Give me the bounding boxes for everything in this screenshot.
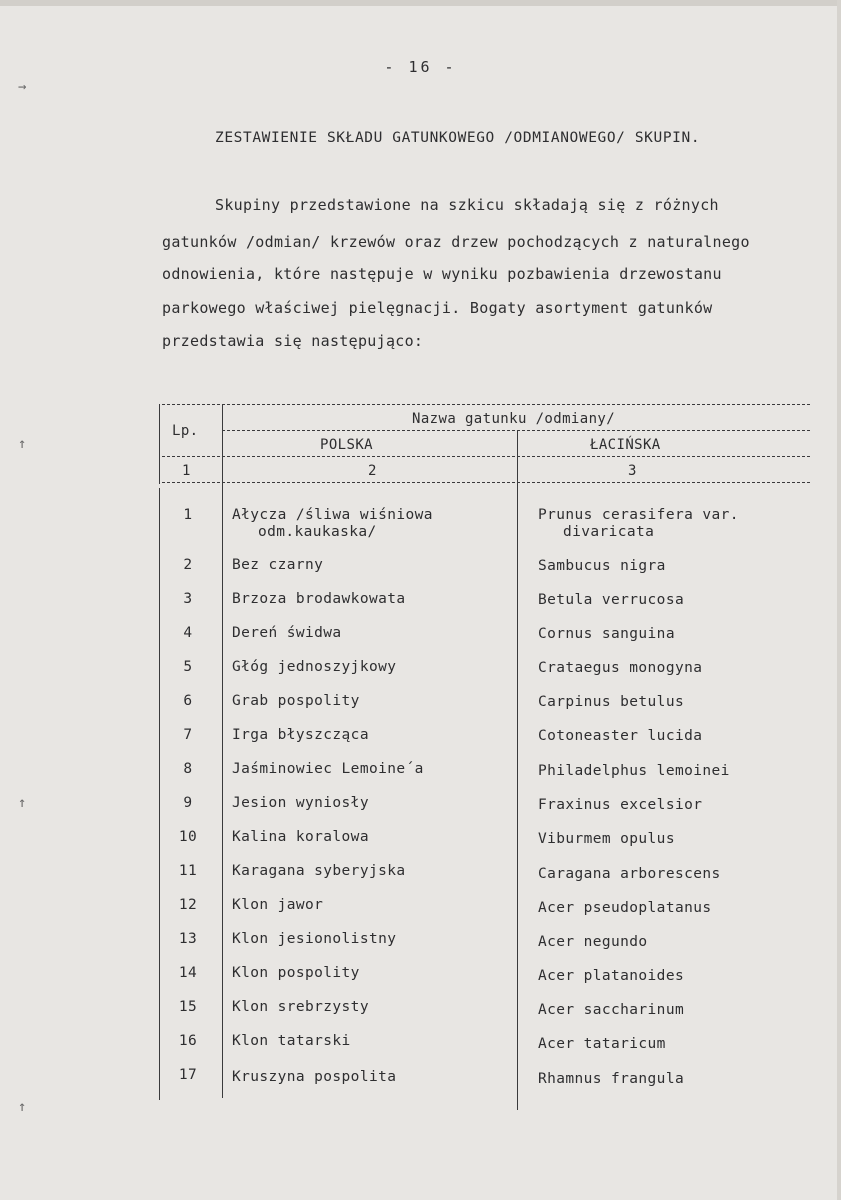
- paragraph-line: gatunków /odmian/ krzewów oraz drzew pochodzących z naturalnego: [162, 233, 750, 251]
- row-latin-name: Fraxinus excelsior: [538, 797, 703, 813]
- row-latin-name: Philadelphus lemoinei: [538, 763, 730, 779]
- row-lp: 14: [178, 965, 198, 981]
- table-rule: [162, 482, 810, 483]
- column-number: 2: [368, 463, 377, 479]
- row-latin-name: Viburmem opulus: [538, 831, 675, 847]
- row-polish-name: Bez czarny: [232, 557, 324, 573]
- row-lp: 10: [178, 829, 198, 845]
- document-title: ZESTAWIENIE SKŁADU GATUNKOWEGO /ODMIANOWEGO/ SKUPIN.: [215, 130, 701, 146]
- row-polish-name: Kruszyna pospolita: [232, 1069, 397, 1085]
- row-lp: 7: [183, 727, 193, 743]
- page-top-edge: [0, 0, 841, 6]
- header-latin: ŁACIŃSKA: [590, 437, 661, 453]
- column-number: 1: [182, 463, 191, 479]
- row-latin-name: Acer negundo: [538, 934, 648, 950]
- table-rule: [162, 404, 810, 405]
- table-rule: [222, 430, 810, 431]
- paragraph-line: Skupiny przedstawione na szkicu składają się z różnych: [215, 196, 719, 214]
- row-polish-name: Jesion wyniosły: [232, 795, 369, 811]
- row-lp: 3: [183, 591, 193, 607]
- row-polish-name: Jaśminowiec Lemoine´a: [232, 761, 424, 777]
- paragraph-line: odnowienia, które następuje w wyniku pozbawienia drzewostanu: [162, 265, 722, 283]
- page-number: - 16 -: [384, 58, 457, 76]
- row-latin-name: Betula verrucosa: [538, 592, 685, 608]
- row-lp: 12: [178, 897, 198, 913]
- row-lp: 9: [183, 795, 193, 811]
- row-polish-name: Klon srebrzysty: [232, 999, 369, 1015]
- table-column-divider: [517, 430, 518, 1110]
- row-polish-name: Ałycza /śliwa wiśniowa: [232, 507, 433, 523]
- row-lp: 4: [183, 625, 193, 641]
- binder-hole-mark-icon: →: [18, 79, 27, 95]
- row-latin-name: Acer platanoides: [538, 968, 685, 984]
- binder-hole-mark-icon: ↑: [18, 795, 27, 811]
- row-lp: 11: [178, 863, 198, 879]
- paragraph-line: przedstawia się następująco:: [162, 332, 424, 350]
- row-lp: 1: [183, 507, 193, 523]
- row-polish-name: Głóg jednoszyjkowy: [232, 659, 397, 675]
- row-latin-name: Sambucus nigra: [538, 558, 666, 574]
- row-lp: 6: [183, 693, 193, 709]
- paragraph-line: parkowego właściwej pielęgnacji. Bogaty asortyment gatunków: [162, 299, 713, 317]
- row-polish-name-cont: odm.kaukaska/: [258, 524, 377, 540]
- row-lp: 5: [183, 659, 193, 675]
- header-lp: Lp.: [172, 423, 199, 439]
- row-polish-name: Klon pospolity: [232, 965, 360, 981]
- row-polish-name: Irga błyszcząca: [232, 727, 369, 743]
- header-polish: POLSKA: [320, 437, 373, 453]
- table-left-border: [159, 488, 160, 1100]
- table-left-border: [159, 404, 160, 484]
- row-latin-name: Acer pseudoplatanus: [538, 900, 712, 916]
- row-polish-name: Dereń świdwa: [232, 625, 342, 641]
- row-lp: 16: [178, 1033, 198, 1049]
- row-polish-name: Klon jesionolistny: [232, 931, 397, 947]
- table-rule: [162, 456, 810, 457]
- row-polish-name: Grab pospolity: [232, 693, 360, 709]
- row-latin-name: Carpinus betulus: [538, 694, 685, 710]
- row-polish-name: Klon tatarski: [232, 1033, 351, 1049]
- row-latin-name: Acer tataricum: [538, 1036, 666, 1052]
- table-column-divider: [222, 404, 223, 1098]
- row-latin-name: Crataegus monogyna: [538, 660, 703, 676]
- row-polish-name: Kalina koralowa: [232, 829, 369, 845]
- row-lp: 8: [183, 761, 193, 777]
- column-number: 3: [628, 463, 637, 479]
- row-polish-name: Brzoza brodawkowata: [232, 591, 406, 607]
- row-latin-name: Caragana arborescens: [538, 866, 721, 882]
- row-latin-name: Rhamnus frangula: [538, 1071, 685, 1087]
- row-lp: 13: [178, 931, 198, 947]
- row-latin-name: Cornus sanguina: [538, 626, 675, 642]
- binder-hole-mark-icon: ↑: [18, 1099, 27, 1115]
- row-latin-name-cont: divaricata: [563, 524, 655, 540]
- row-latin-name: Acer saccharinum: [538, 1002, 685, 1018]
- row-latin-name: Cotoneaster lucida: [538, 728, 703, 744]
- page-right-edge: [837, 0, 841, 1200]
- header-species-name: Nazwa gatunku /odmiany/: [412, 411, 616, 427]
- row-latin-name: Prunus cerasifera var.: [538, 507, 739, 523]
- binder-hole-mark-icon: ↑: [18, 436, 27, 452]
- row-polish-name: Karagana syberyjska: [232, 863, 406, 879]
- row-lp: 15: [178, 999, 198, 1015]
- row-polish-name: Klon jawor: [232, 897, 324, 913]
- row-lp: 2: [183, 557, 193, 573]
- row-lp: 17: [178, 1067, 198, 1083]
